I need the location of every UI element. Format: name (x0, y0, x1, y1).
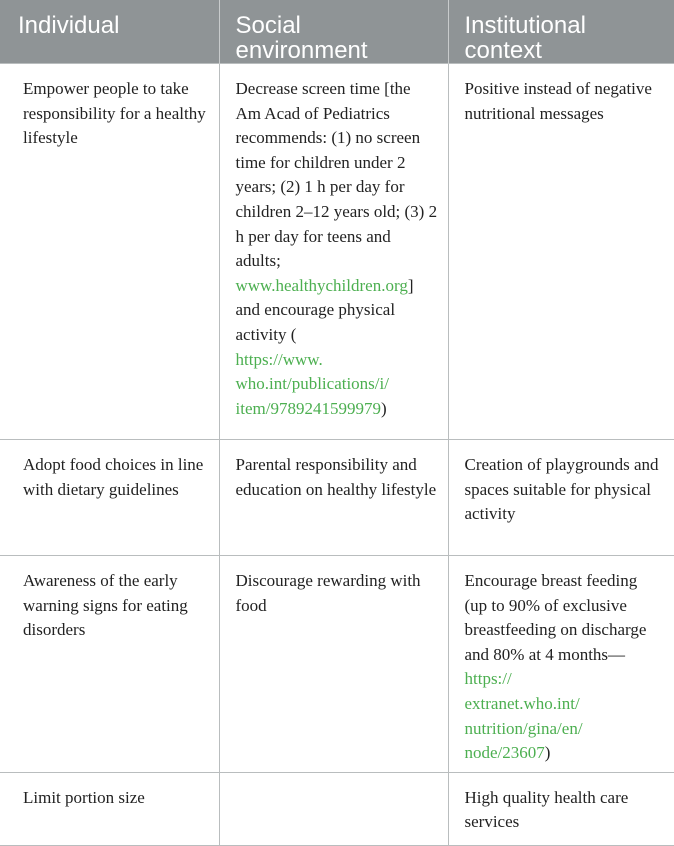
cell-institutional-context (448, 556, 674, 773)
link-line: extranet.who.int/ (464, 693, 580, 713)
header-row (0, 0, 674, 64)
link-line: node/23607) (464, 743, 551, 763)
cell-individual: Empower people to take responsibility for a healthy lifestyle (0, 64, 219, 440)
cell-individual: Limit portion size (0, 772, 219, 845)
link-line: https://www. (235, 349, 323, 369)
who-publication-link[interactable] (236, 348, 438, 422)
cell-text: Encourage breast feeding (up to 90% of exclusive breastfeeding on discharge and 80% at 4 months— (464, 571, 647, 664)
header-social-environment: Social environment (219, 0, 448, 64)
link-line: who.int/publications/i/ (235, 374, 389, 394)
healthychildren-link[interactable]: www.healthychildren.org (235, 275, 408, 295)
table-row (0, 556, 674, 773)
link-line: item/9789241599979) (235, 398, 387, 418)
header-individual: Individual (0, 0, 219, 64)
link-line: nutrition/gina/en/ (464, 718, 583, 738)
cell-social-environment: Discourage rewarding with food (219, 556, 448, 773)
table-row (0, 772, 674, 845)
cell-text: Decrease screen time [the Am Acad of Pediatrics recommends: (1) no screen time for children under 2 years; (2) 1 h per day for children 2–12 years old; (3) 2 h per day for teens and adults; (235, 79, 438, 271)
cell-social-environment (219, 64, 448, 440)
header-institutional-context: Institutional context (448, 0, 674, 64)
cell-individual: Awareness of the early warning signs for eating disorders (0, 556, 219, 773)
cell-social-environment (219, 772, 448, 845)
cell-institutional-context: High quality health care services (448, 772, 674, 845)
cell-institutional-context: Positive instead of negative nutritional messages (448, 64, 674, 440)
cell-institutional-context: Creation of playgrounds and spaces suitable for physical activity (448, 440, 674, 556)
cell-individual: Adopt food choices in line with dietary guidelines (0, 440, 219, 556)
cell-text-mid: ] and encourage physical activity ( (235, 275, 414, 344)
cell-social-environment: Parental responsibility and education on healthy lifestyle (219, 440, 448, 556)
table-row (0, 64, 674, 440)
who-gina-link[interactable]: https:// extranet.who.int/ nutrition/gina/en/ node/23607) (465, 669, 665, 765)
table-row (0, 440, 674, 556)
